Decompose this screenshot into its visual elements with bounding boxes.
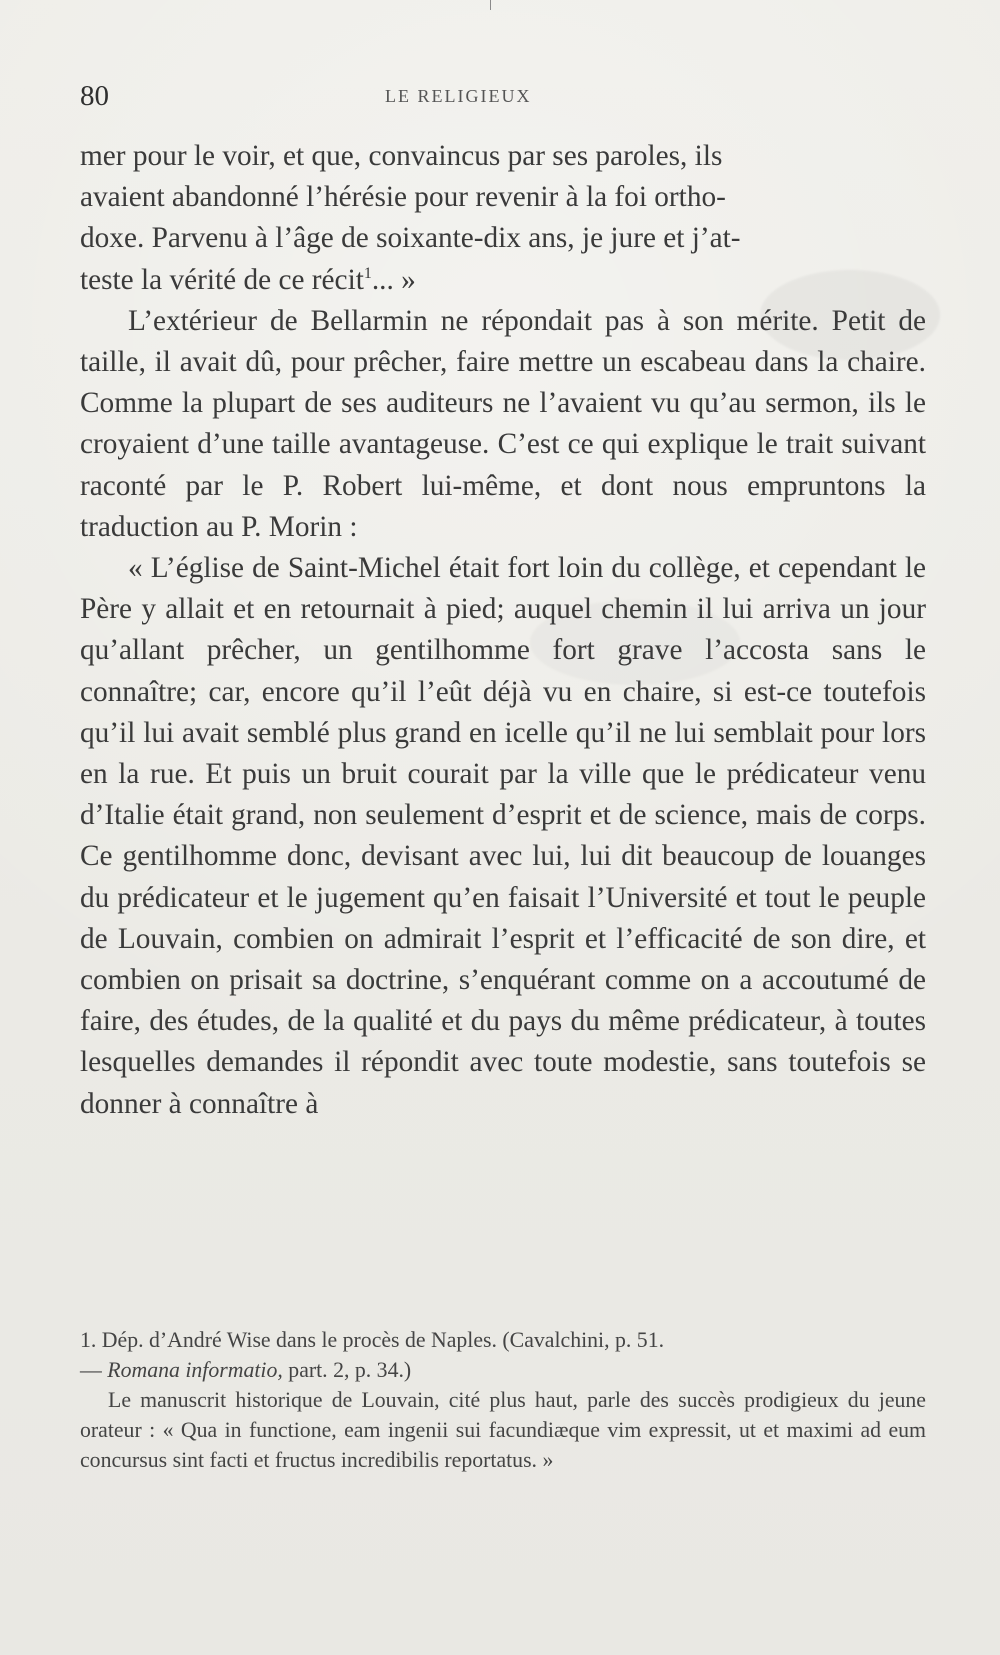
paragraph-1-line-ending: ... » — [371, 263, 416, 296]
footnote-1-suffix: part. 2, p. 34.) — [282, 1358, 412, 1382]
page-number: 80 — [80, 80, 109, 112]
footnote-2: Le manuscrit historique de Louvain, cité plus haut, parle des succès prodigieux du jeune orateur : « Qua in functione, eam ingenii sui facundiæque vim expressit, ut et maximi ad eum concursus sint facti et fructus incredibilis reportatus. » — [80, 1388, 926, 1472]
running-head: LE RELIGIEUX — [385, 86, 532, 106]
paragraph-1-line: doxe. Parvenu à l’âge de soixante-dix ans, je jure et j’at- — [80, 222, 741, 255]
page-header — [80, 80, 930, 116]
footnote-1-italic: Romana informatio, — [107, 1358, 283, 1382]
footnotes — [80, 1325, 926, 1475]
paragraph-2: L’extérieur de Bellarmin ne répondait pas à son mérite. Petit de taille, il avait dû, pour prêcher, faire mettre un escabeau dans la chaire. Comme la plupart de ses auditeurs ne l’avaient vu qu’au sermon, ils le croyaient d’une taille avantageuse. C’est ce qui explique le trait suivant raconté par le P. Robert lui-même, et dont nous empruntons la traduction au P. Morin : — [80, 304, 926, 543]
paragraph-1-line: mer pour le voir, et que, convaincus par ses paroles, ils — [80, 140, 723, 172]
top-mark — [490, 0, 491, 10]
footnote-1-prefix: 1. Dép. d’André Wise dans le procès de Naples. (Cavalchini, p. 51. — [80, 1328, 665, 1352]
paragraph-3: « L’église de Saint-Michel était fort loin du collège, et cependant le Père y allait et en retournait à pied; auquel chemin il lui arriva un jour qu’allant prêcher, un gentilhomme fort grave l’accosta sans le connaître; car, encore qu’il l’eût déjà vu en chaire, si est-ce toutefois qu’il lui avait semblé plus grand en icelle qu’il ne lui semblait pour lors en la rue. Et puis un bruit courait par la ville que le prédicateur venu d’Italie était grand, non seulement d’esprit et de science, mais de corps. Ce gentilhomme donc, devisant avec lui, lui dit beaucoup de louanges du prédicateur et le jugement qu’en faisait l’Université et tout le peuple de Louvain, combien on admirait l’esprit et l’efficacité de son dire, et combien on prisait sa doctrine, s’enquérant comme on a accoutumé de faire, des études, de la qualité et du pays du même prédicateur, à toutes lesquelles demandes il répondit avec toute modestie, sans toutefois se donner à connaître à — [80, 552, 926, 1120]
footnote-1-dash: — — [80, 1358, 108, 1382]
paragraph-1-line: teste la vérité de ce récit — [80, 263, 364, 296]
footnote-1 — [80, 1325, 926, 1385]
paragraph-1-line: avaient abandonné l’hérésie pour revenir à la foi ortho- — [80, 181, 726, 214]
main-text — [80, 136, 926, 1125]
footnote-reference: 1 — [363, 264, 372, 282]
paragraph-1 — [80, 136, 926, 301]
